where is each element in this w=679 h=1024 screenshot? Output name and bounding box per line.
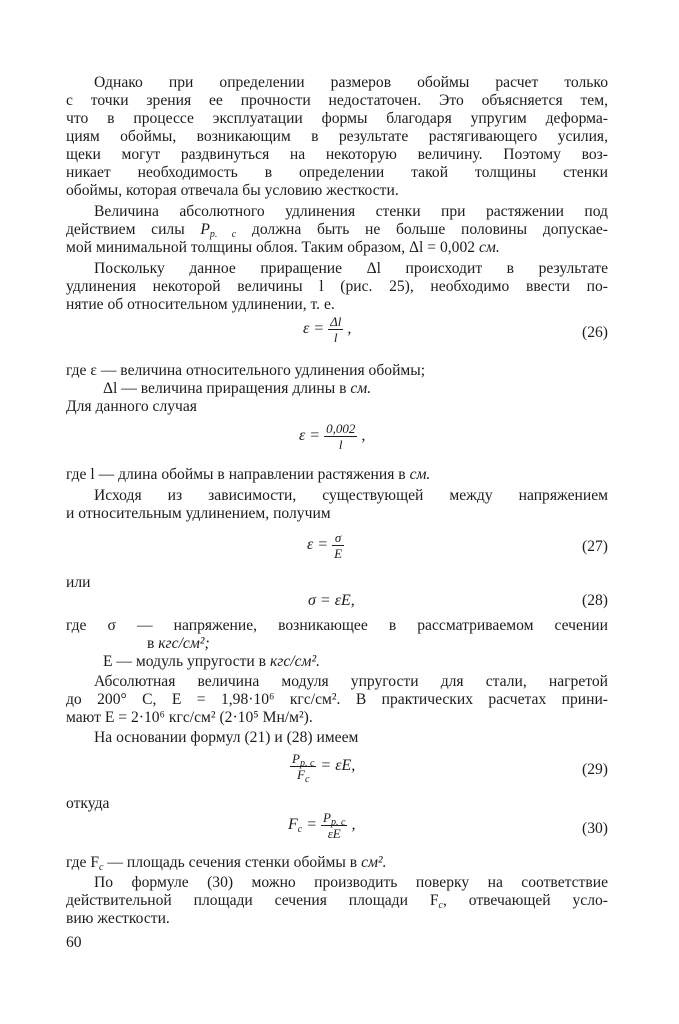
equation-26-number: (26)	[582, 324, 608, 341]
p1-line-7: обоймы, которая отвечала бы условию жесткости.	[66, 182, 399, 199]
p2-line-3: мой минимальной толщины облоя. Таким образом, Δl = 0,002 см.	[66, 239, 500, 256]
p2-line-1: Величина абсолютного удлинения стенки при растяжении под	[94, 203, 608, 220]
equation-27-number: (27)	[582, 538, 608, 555]
equation-28-number: (28)	[582, 592, 608, 609]
equation-29: $\frac{P_{p. c}}{F_c}$ = εE,	[292, 751, 356, 785]
equation-27: ε = $\frac{\sigma}{E}$	[307, 530, 343, 561]
p1-line-2: с точки зрения ее прочности недостаточен. Это объясняется тем,	[66, 92, 608, 109]
def28-line-3: E — модуль упругости в кгс/см².	[103, 653, 321, 670]
def28-line-2: в кгс/см²;	[147, 635, 210, 652]
p1-line-3: что в процессе эксплуатации формы благодаря упругим деформа-	[66, 110, 608, 127]
whence-word: откуда	[66, 795, 110, 812]
p1-line-6: никает необходимость в определении такой толщины стенки	[66, 164, 608, 181]
p3-line-3: нятие об относительном удлинении, т. е.	[66, 296, 335, 313]
page-number: 60	[66, 934, 82, 951]
or-word: или	[66, 574, 91, 591]
p7-line-1: По формуле (30) можно производить поверку на соответствие	[94, 874, 608, 891]
def28-line-1: где σ — напряжение, возникающее в рассматриваемом сечении	[66, 617, 608, 634]
equation-28: σ = εE,	[308, 592, 355, 609]
equation-29-number: (29)	[582, 761, 608, 778]
p5-line-2: до 200° С, E = 1,98·10⁶ кгс/см². В практических расчетах прини-	[66, 691, 608, 708]
def30-line: где $F_c$ — площадь сечения стенки обоймы в см².	[66, 854, 387, 873]
p5-line-3: мают E = 2·10⁶ кгс/см² (2·10⁵ Мн/м²).	[66, 709, 313, 726]
p4-line-1: Исходя из зависимости, существующей между напряжением	[94, 487, 608, 504]
p6-line: На основании формул (21) и (28) имеем	[94, 729, 359, 746]
def-l-line: где l — длина обоймы в направлении растяжения в см.	[66, 466, 431, 483]
equation-case: ε = $\frac{0,002}{l}$ ,	[299, 421, 366, 452]
p3-line-1: Поскольку данное приращение Δl происходит в результате	[94, 260, 608, 277]
p3-line-2: удлинения некоторой величины l (рис. 25), необходимо ввести по-	[66, 278, 608, 295]
equation-26: ε = $\frac{\Delta l}{l}$ ,	[303, 314, 352, 345]
p1-line-4: циям обоймы, возникающим в результате растягивающего усилия,	[66, 128, 608, 145]
p2-line-2: действием силы $P_{p. c}$ должна быть не больше половины допускае-	[66, 221, 608, 240]
p4-line-2: и относительным удлинением, получим	[66, 505, 331, 522]
p5-line-1: Абсолютная величина модуля упругости для стали, нагретой	[94, 673, 608, 690]
equation-30-number: (30)	[582, 820, 608, 837]
def26-line-2: Δl — величина приращения длины в см.	[103, 380, 372, 397]
def26-line-1: где ε — величина относительного удлинения обоймы;	[66, 362, 426, 379]
p7-line-3: вию жесткости.	[66, 910, 170, 927]
p1-line-1: Однако при определении размеров обоймы расчет только	[94, 74, 608, 91]
p7-line-2: действительной площади сечения площади $F_c$, отвечающей усло-	[66, 892, 608, 911]
p1-line-5: щеки могут раздвинуться на некоторую величину. Поэтому воз-	[66, 146, 608, 163]
equation-30: $F_c$ = $\frac{P_{p. c}}{\varepsilon E}$ ,	[288, 810, 356, 841]
case-intro: Для данного случая	[66, 398, 197, 415]
